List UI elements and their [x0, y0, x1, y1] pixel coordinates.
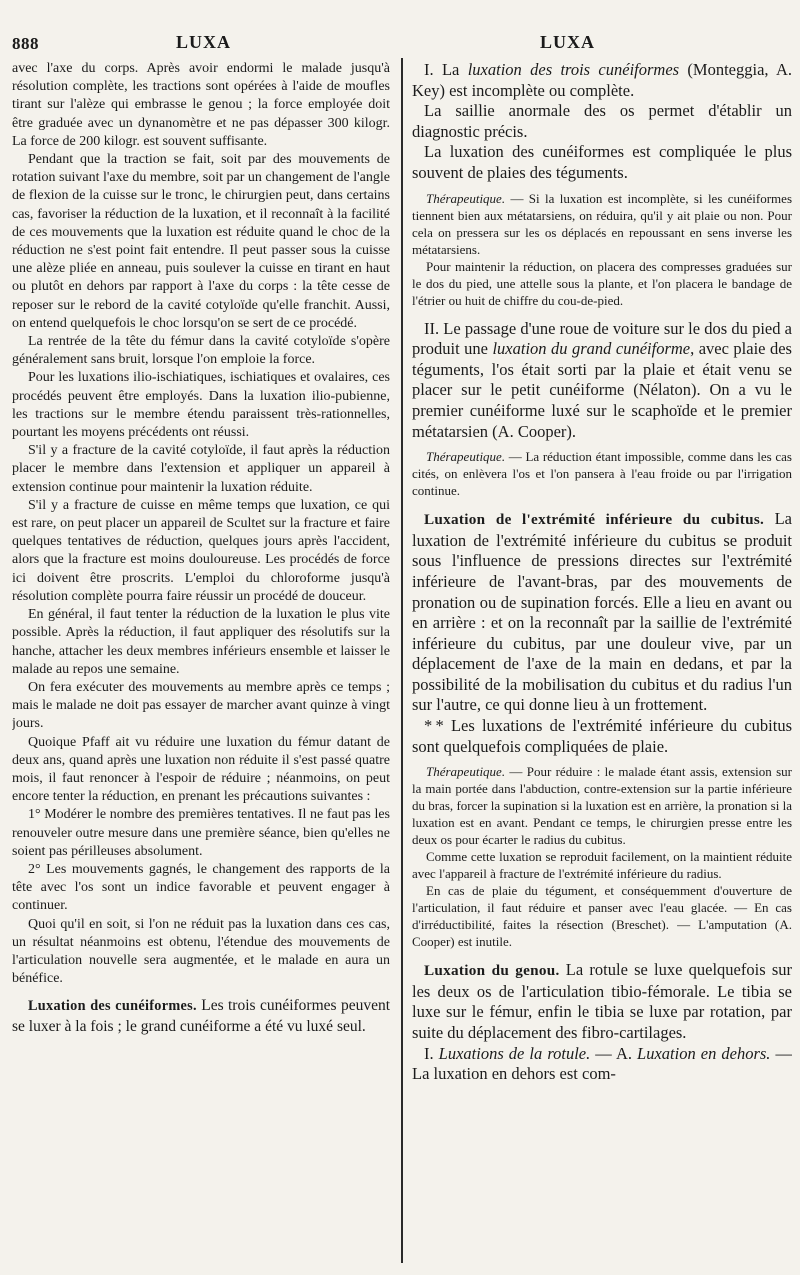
paragraph: Comme cette luxation se reproduit facilement, on la maintient réduite avec l'appareil à fracture de l'extrémité inférieure du radius. — [412, 849, 792, 882]
paragraph: Quoi qu'il en soit, si l'on ne réduit pas la luxation dans ces cas, un résultat néanmoins est obtenu, l'étendue des mouvements de l'articulation nouvelle sera augmentée, et le malade en aura un bénéfice. — [12, 916, 390, 987]
text-run: I. La — [424, 60, 468, 79]
paragraph: On fera exécuter des mouvements au membre après ce temps ; mais le malade ne doit pas essayer de marcher avant quinze à vingt jours. — [12, 679, 390, 732]
section-text: La luxation de l'extrémité inférieure du cubitus se produit sous l'influence de pressions directes sur l'extrémité inférieure de l'avant-bras, par des mouvements de pronation ou de supination forcés. Elle a lieu en avant ou en arrière : et on la reconnaît par la saillie de l'extrémité inférieure du cubitus, par une douleur vive, par un déplacement de l'axe de la main en dedans, et par la possibilité de la mobilisation du cubitus et du radius l'un sur l'autre, ce qui donne lieu à un frottement. — [412, 509, 792, 715]
section-paragraph — [412, 960, 792, 1043]
italic-run: Thérapeutique. — [426, 190, 506, 206]
section-text: Les trois cunéiformes peuvent se luxer à la fois ; le grand cunéiforme a été vu luxé seul. — [12, 997, 390, 1035]
text-run: — Pour réduire : le malade étant assis, extension sur la main portée dans l'abduction, contre-extension sur la partie inférieure du bras, forcer la supination si la luxation est en arrière, la pronation si la luxation est en avant. Pendant ce temps, le chirurgien presse entre les deux os pour écarter le radius du cubitus. — [412, 764, 792, 848]
paragraph: * * Les luxations de l'extrémité inférieure du cubitus sont quelquefois compliquées de plaie. — [412, 716, 792, 756]
paragraph: S'il y a fracture de cuisse en même temps que luxation, ce qui est rare, on peut placer un appareil de Scultet sur la fracture et faire quelques tentatives de réduction, quelques jours après l'accident, alors que la fracture est moins douloureuse. Les procédés de force ici doivent être proscrits. L'emploi du chloroforme jusqu'à résolution complète pourra faire réussir un procédé de douceur. — [12, 497, 390, 604]
running-head-right: LUXA — [540, 32, 596, 52]
paragraph: La rentrée de la tête du fémur dans la cavité cotyloïde s'opère généralement sans bruit, lorsque l'on emploie la force. — [12, 334, 390, 368]
text-run: I. — [424, 1043, 439, 1063]
text-run: — A. — [590, 1043, 638, 1063]
text-run: — Si la luxation est incomplète, si les cunéiformes tiennent bien aux métatarsiens, on réduira, qu'il y ait plaie ou non. Pour cela on pressera sur les os déplacés en repoussant en sens inverse les métatarsiens. — [412, 190, 792, 257]
italic-run: luxation des trois cunéiformes — [467, 60, 680, 79]
text-run: — La luxation en dehors est com- — [412, 1043, 792, 1084]
section-heading: Luxation de l'extrémité inférieure du cubitus. — [424, 511, 765, 529]
paragraph: S'il y a fracture de la cavité cotyloïde, il faut après la réduction placer le membre dans l'extension et appliquer un appareil à extension continue pour maintenir la luxation réduite. — [12, 443, 390, 495]
section-text: La rotule se luxe quelquefois sur les deux os de l'articulation tibio-fémorale. Le tibia se luxe sur le fémur, enfin le tibia se luxe par rotation, par suite du déplacement des fibro-cartilages. — [412, 960, 792, 1043]
italic-run: Thérapeutique. — [426, 449, 506, 465]
therapy-paragraph — [412, 763, 792, 848]
paragraph: Pendant que la traction se fait, soit par des mouvements de rotation suivant l'axe du membre, soit par un changement de l'angle de flexion de la cuisse sur le tronc, le chirurgien peut, dans certains cas, favoriser la réduction de la luxation, et il reconnaît à la facilité de ces mouvements que la luxation est réduite quand le choc de la réduction ne s'est point fait entendre. Il peut passer sous la cuisse une alèze pliée en anneau, puis soulever la cuisse en tirant en haut ou plutôt en dehors par rapport à l'axe du corps : la tête cesse de reposer sur le rebord de la cavité cotyloïde qu'elle franchit. Aussi, on entend quelquefois le choc lorsqu'on se sert de ce procédé. — [12, 152, 390, 331]
italic-run: Luxations de la rotule. — [438, 1043, 591, 1063]
paragraph: 2° Les mouvements gagnés, le changement des rapports de la tête avec l'os sont un indice favorable et peuvent engager à continuer. — [12, 861, 390, 914]
therapy-paragraph — [412, 448, 792, 499]
therapy-paragraph — [412, 190, 792, 258]
paragraph: Pour les luxations ilio-ischiatiques, ischiatiques et ovalaires, ces procédés peuvent être employés. Dans la luxation ilio-pubienne, les tractions sur le membre étendu paraissent très-rationnelles, pourtant les moyens précédents ont réussi. — [12, 370, 390, 441]
right-column — [412, 60, 792, 1270]
text-run: — La réduction étant impossible, comme dans les cas cités, on enlèvera l'os et l'on pansera à l'eau froide ou par l'irrigation continue. — [412, 449, 792, 499]
italic-run: Luxation en dehors. — [637, 1043, 771, 1063]
section-paragraph — [412, 509, 792, 716]
text-run: II. Le passage d'une roue de voiture sur le dos du pied a produit une — [412, 318, 792, 359]
running-head-left: LUXA — [176, 32, 232, 52]
page-number: 888 — [12, 34, 39, 53]
paragraph — [412, 1044, 792, 1085]
paragraph — [412, 319, 792, 443]
paragraph: Quoique Pfaff ait vu réduire une luxation du fémur datant de deux ans, quand après une luxation non réduite il s'est passé quatre mois, il faut renoncer à l'espoir de réduire ; néanmoins, on peut encore tenter la réduction, en prenant les précautions suivantes : — [12, 734, 390, 805]
text-run: , avec plaie des téguments, l'os était sorti par la plaie et était venu se placer sur le petit cunéiforme (Nélaton). On a vu le premier cunéiforme luxé sur le scaphoïde et le premier métatarsien (A. Cooper). — [412, 339, 792, 441]
paragraph: La luxation des cunéiformes est compliquée le plus souvent de plaies des téguments. — [412, 142, 792, 182]
section-heading: Luxation des cunéiformes. — [28, 998, 197, 1015]
paragraph: avec l'axe du corps. Après avoir endormi le malade jusqu'à résolution complète, les tractions sont opérées à l'aide de moufles tirant sur l'alèze qui embrasse le genou ; la force employée doit être graduée avec un dynanomètre et ne pas dépasser 300 kilogr. La force de 200 kilogr. est souvent suffisante. — [12, 61, 390, 149]
paragraph: Pour maintenir la réduction, on placera des compresses graduées sur le dos du pied, une attelle sous la plante, et l'on placera le bandage de l'étrier ou huit de chiffre du cou-de-pied. — [412, 258, 792, 308]
paragraph — [412, 60, 792, 101]
italic-run: Thérapeutique. — [426, 764, 506, 780]
paragraph: La saillie anormale des os permet d'établir un diagnostic précis. — [412, 101, 792, 141]
text-run: (Monteggia, A. Key) est incomplète ou complète. — [412, 60, 792, 100]
italic-run: luxation du grand cunéiforme — [492, 339, 691, 359]
section-heading: Luxation du genou. — [424, 962, 560, 980]
paragraph: En cas de plaie du tégument, et conséquemment d'ouverture de l'articulation, il faut réduire et panser avec l'eau glacée. — En cas d'irréductibilité, faites la résection (Breschet). — L'amputation (A. Cooper) est inutile. — [412, 883, 792, 950]
paragraph: 1° Modérer le nombre des premières tentatives. Il ne faut pas les renouveler outre mesure dans une première séance, bien qu'elles ne soient pas périlleuses absolument. — [12, 807, 390, 859]
paragraph: En général, il faut tenter la réduction de la luxation le plus vite possible. Après la réduction, il faut appliquer des résolutifs sur la hanche, attacher les deux membres inférieurs ensemble et laisser le malade au repos une semaine. — [12, 607, 390, 677]
section-paragraph — [12, 996, 390, 1036]
column-divider — [401, 58, 403, 1263]
left-column — [12, 60, 390, 1270]
